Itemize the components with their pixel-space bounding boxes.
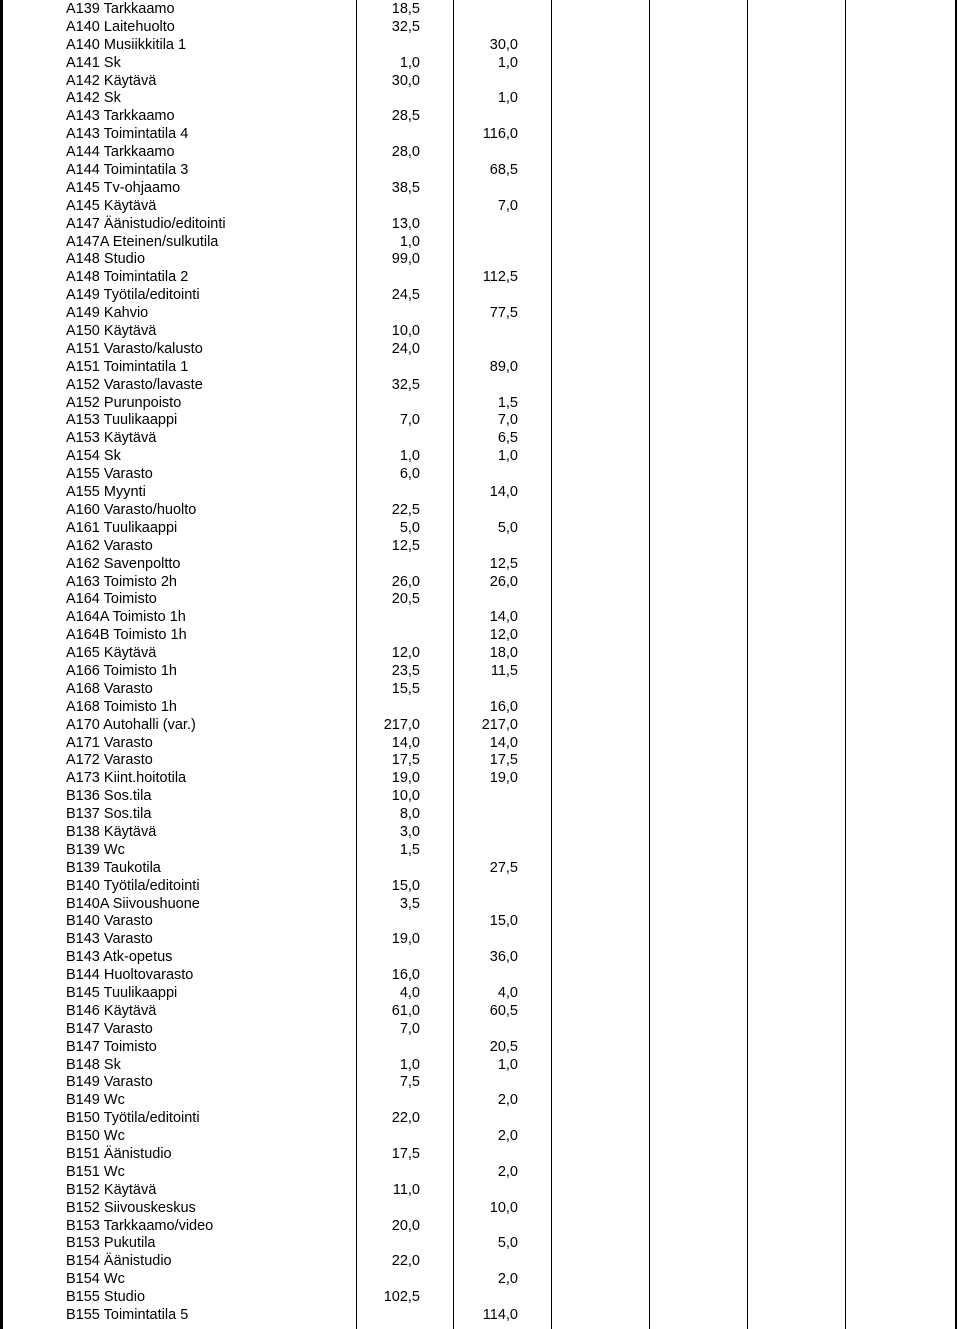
table-row — [0, 19, 960, 37]
room-name-cell: A145 Käytävä — [66, 197, 157, 214]
area-value-cell-2: 89,0 — [489, 358, 518, 375]
room-name-cell: B140 Työtila/editointi — [66, 877, 200, 894]
table-row — [0, 1289, 960, 1307]
area-value-cell-1: 15,5 — [391, 680, 420, 697]
table-row — [0, 520, 960, 538]
area-value-cell-1: 7,0 — [399, 412, 420, 429]
area-value-cell-1: 22,0 — [391, 1253, 420, 1270]
room-name-cell: A166 Toimisto 1h — [66, 662, 177, 679]
room-name-cell: B147 Toimisto — [66, 1038, 157, 1055]
table-row — [0, 967, 960, 985]
table-row — [0, 144, 960, 162]
room-name-cell: A168 Toimisto 1h — [66, 698, 177, 715]
room-name-cell: B153 Tarkkaamo/video — [66, 1217, 214, 1234]
table-row — [0, 627, 960, 645]
area-value-cell-1: 5,0 — [399, 519, 420, 536]
room-name-cell: A143 Tarkkaamo — [66, 108, 175, 125]
area-value-cell-1: 1,0 — [399, 54, 420, 71]
area-value-cell-1: 20,0 — [391, 1217, 420, 1234]
room-name-cell: A143 Toimintatila 4 — [66, 126, 189, 143]
area-value-cell-2: 77,5 — [489, 305, 518, 322]
table-row — [0, 37, 960, 55]
area-value-cell-1: 8,0 — [399, 806, 420, 823]
table-row — [0, 1164, 960, 1182]
area-value-cell-2: 1,5 — [497, 394, 518, 411]
table-row — [0, 806, 960, 824]
table-row — [0, 55, 960, 73]
room-name-cell: A142 Käytävä — [66, 72, 157, 89]
room-name-cell: A160 Varasto/huolto — [66, 501, 197, 518]
room-name-cell: A153 Tuulikaappi — [66, 412, 178, 429]
area-value-cell-2: 20,5 — [489, 1038, 518, 1055]
table-row — [0, 1253, 960, 1271]
table-row — [0, 484, 960, 502]
room-name-cell: B137 Sos.tila — [66, 806, 152, 823]
table-row — [0, 412, 960, 430]
area-value-cell-1: 18,5 — [391, 1, 420, 17]
area-value-cell-2: 112,5 — [482, 269, 518, 286]
room-name-cell: B149 Wc — [66, 1092, 125, 1109]
table-row — [0, 1021, 960, 1039]
room-name-cell: A155 Varasto — [66, 466, 153, 483]
table-row — [0, 878, 960, 896]
room-name-cell: A173 Kiint.hoitotila — [66, 770, 187, 787]
table-row — [0, 824, 960, 842]
table-row — [0, 466, 960, 484]
area-value-cell-2: 30,0 — [489, 36, 518, 53]
area-value-cell-2: 5,0 — [497, 519, 518, 536]
table-row — [0, 108, 960, 126]
table-row — [0, 305, 960, 323]
table-row — [0, 287, 960, 305]
area-value-cell-1: 30,0 — [391, 72, 420, 89]
room-name-cell: A155 Myynti — [66, 484, 146, 501]
area-value-cell-2: 1,0 — [497, 1056, 518, 1073]
area-value-cell-1: 26,0 — [391, 573, 420, 590]
table-row — [0, 931, 960, 949]
room-name-cell: A141 Sk — [66, 54, 121, 71]
room-name-cell: A164 Toimisto — [66, 591, 157, 608]
room-name-cell: A144 Tarkkaamo — [66, 144, 175, 161]
room-name-cell: B144 Huoltovarasto — [66, 967, 194, 984]
area-value-cell-2: 27,5 — [489, 859, 518, 876]
area-value-cell-2: 36,0 — [489, 949, 518, 966]
area-value-cell-2: 7,0 — [497, 412, 518, 429]
room-name-cell: B151 Wc — [66, 1163, 125, 1180]
room-name-cell: B139 Wc — [66, 841, 125, 858]
table-row — [0, 699, 960, 717]
table-row — [0, 448, 960, 466]
room-name-cell: A164A Toimisto 1h — [66, 609, 186, 626]
table-row — [0, 591, 960, 609]
table-row — [0, 752, 960, 770]
area-value-cell-1: 16,0 — [391, 967, 420, 984]
table-row — [0, 735, 960, 753]
table-row — [0, 198, 960, 216]
room-name-cell: A168 Varasto — [66, 680, 153, 697]
room-name-cell: A162 Varasto — [66, 537, 153, 554]
area-value-cell-2: 116,0 — [482, 126, 518, 143]
table-row — [0, 1110, 960, 1128]
area-value-cell-1: 19,0 — [391, 770, 420, 787]
table-row — [0, 430, 960, 448]
room-name-cell: B155 Toimintatila 5 — [66, 1307, 189, 1324]
room-name-cell: A161 Tuulikaappi — [66, 519, 178, 536]
room-name-cell: A149 Työtila/editointi — [66, 287, 200, 304]
room-name-cell: B152 Käytävä — [66, 1181, 157, 1198]
area-value-cell-2: 12,0 — [489, 627, 518, 644]
room-name-cell: B152 Siivouskeskus — [66, 1199, 196, 1216]
area-value-cell-2: 217,0 — [481, 716, 518, 733]
area-value-cell-2: 12,5 — [489, 555, 518, 572]
room-name-cell: A153 Käytävä — [66, 430, 157, 447]
room-name-cell: B148 Sk — [66, 1056, 121, 1073]
area-value-cell-2: 1,0 — [497, 448, 518, 465]
area-value-cell-2: 16,0 — [489, 698, 518, 715]
room-name-cell: B138 Käytävä — [66, 823, 157, 840]
table-row — [0, 341, 960, 359]
table-row — [0, 949, 960, 967]
room-name-cell: A139 Tarkkaamo — [66, 1, 175, 17]
table-row — [0, 1074, 960, 1092]
table-row — [0, 1200, 960, 1218]
area-value-cell-2: 14,0 — [489, 609, 518, 626]
area-value-cell-1: 4,0 — [399, 984, 420, 1001]
table-row — [0, 269, 960, 287]
area-value-cell-1: 6,0 — [399, 466, 420, 483]
area-value-cell-2: 10,0 — [489, 1199, 518, 1216]
table-row — [0, 1092, 960, 1110]
table-row — [0, 162, 960, 180]
area-value-cell-1: 12,5 — [391, 537, 420, 554]
table-row — [0, 1128, 960, 1146]
table-row — [0, 377, 960, 395]
table-row — [0, 1039, 960, 1057]
room-name-cell: B140 Varasto — [66, 913, 153, 930]
area-value-cell-2: 2,0 — [497, 1271, 518, 1288]
area-value-cell-1: 99,0 — [391, 251, 420, 268]
room-name-cell: B150 Wc — [66, 1128, 125, 1145]
table-row — [0, 645, 960, 663]
table-row — [0, 609, 960, 627]
room-name-cell: B153 Pukutila — [66, 1235, 156, 1252]
area-value-cell-2: 6,5 — [497, 430, 518, 447]
area-value-cell-2: 15,0 — [489, 913, 518, 930]
room-name-cell: A154 Sk — [66, 448, 121, 465]
area-value-cell-1: 22,5 — [391, 501, 420, 518]
room-name-cell: A172 Varasto — [66, 752, 153, 769]
area-value-cell-1: 14,0 — [391, 734, 420, 751]
room-name-cell: B154 Wc — [66, 1271, 125, 1288]
room-name-cell: A148 Studio — [66, 251, 146, 268]
table-row — [0, 860, 960, 878]
area-value-cell-2: 5,0 — [497, 1235, 518, 1252]
area-value-cell-1: 3,0 — [399, 823, 420, 840]
area-value-cell-2: 26,0 — [489, 573, 518, 590]
area-value-cell-1: 32,5 — [391, 18, 420, 35]
area-value-cell-1: 32,5 — [391, 376, 420, 393]
room-name-cell: A150 Käytävä — [66, 323, 157, 340]
table-row — [0, 681, 960, 699]
area-value-cell-1: 7,0 — [399, 1020, 420, 1037]
table-row — [0, 985, 960, 1003]
table-row — [0, 359, 960, 377]
room-name-cell: B149 Varasto — [66, 1074, 153, 1091]
table-row — [0, 180, 960, 198]
table-row — [0, 1182, 960, 1200]
area-value-cell-1: 217,0 — [383, 716, 420, 733]
area-value-cell-2: 11,5 — [490, 662, 518, 679]
area-value-cell-1: 23,5 — [391, 662, 420, 679]
table-row — [0, 1235, 960, 1253]
room-name-cell: A165 Käytävä — [66, 645, 157, 662]
area-value-cell-2: 7,0 — [497, 197, 518, 214]
room-name-cell: B146 Käytävä — [66, 1002, 157, 1019]
room-name-cell: B150 Työtila/editointi — [66, 1110, 200, 1127]
table-row — [0, 538, 960, 556]
room-name-cell: A163 Toimisto 2h — [66, 573, 177, 590]
table-row — [0, 770, 960, 788]
area-value-cell-1: 20,5 — [391, 591, 420, 608]
area-value-cell-2: 114,0 — [482, 1307, 518, 1324]
table-row — [0, 395, 960, 413]
room-name-cell: A140 Musiikkitila 1 — [66, 36, 187, 53]
table-row — [0, 234, 960, 252]
room-area-table — [0, 1, 960, 1325]
room-name-cell: A151 Toimintatila 1 — [66, 358, 189, 375]
room-name-cell: B136 Sos.tila — [66, 788, 152, 805]
table-row — [0, 663, 960, 681]
table-row — [0, 896, 960, 914]
area-value-cell-1: 7,5 — [399, 1074, 420, 1091]
room-name-cell: A151 Varasto/kalusto — [66, 340, 203, 357]
table-row — [0, 842, 960, 860]
room-name-cell: A162 Savenpoltto — [66, 555, 181, 572]
area-value-cell-1: 11,0 — [392, 1181, 420, 1198]
area-value-cell-1: 17,5 — [391, 1146, 420, 1162]
area-value-cell-1: 22,0 — [391, 1110, 420, 1127]
area-value-cell-2: 18,0 — [489, 645, 518, 662]
table-row — [0, 1146, 960, 1164]
area-value-cell-2: 68,5 — [489, 162, 518, 179]
room-name-cell: A140 Laitehuolto — [66, 18, 175, 35]
table-row — [0, 1057, 960, 1075]
table-row — [0, 251, 960, 269]
area-value-cell-2: 2,0 — [497, 1092, 518, 1109]
table-row — [0, 1003, 960, 1021]
room-name-cell: A164B Toimisto 1h — [66, 627, 187, 644]
area-value-cell-2: 60,5 — [489, 1002, 518, 1019]
table-row — [0, 717, 960, 735]
table-row — [0, 1218, 960, 1236]
room-name-cell: A144 Toimintatila 3 — [66, 162, 189, 179]
room-name-cell: B140A Siivoushuone — [66, 895, 200, 912]
table-row — [0, 788, 960, 806]
room-name-cell: B139 Taukotila — [66, 859, 161, 876]
room-name-cell: A170 Autohalli (var.) — [66, 716, 196, 733]
area-value-cell-1: 13,0 — [391, 215, 420, 232]
area-value-cell-1: 38,5 — [391, 179, 420, 196]
room-name-cell: B145 Tuulikaappi — [66, 984, 178, 1001]
table-row — [0, 913, 960, 931]
area-value-cell-1: 24,5 — [391, 287, 420, 304]
area-value-cell-1: 102,5 — [383, 1289, 420, 1306]
room-name-cell: B155 Studio — [66, 1289, 146, 1306]
area-value-cell-1: 28,0 — [391, 144, 420, 161]
area-value-cell-1: 1,5 — [399, 841, 420, 858]
room-name-cell: B143 Varasto — [66, 931, 153, 948]
area-value-cell-1: 1,0 — [399, 1056, 420, 1073]
table-row — [0, 323, 960, 341]
area-value-cell-2: 2,0 — [497, 1128, 518, 1145]
table-row — [0, 216, 960, 234]
table-row — [0, 126, 960, 144]
room-name-cell: B147 Varasto — [66, 1020, 153, 1037]
area-value-cell-2: 1,0 — [497, 54, 518, 71]
table-row — [0, 73, 960, 91]
room-name-cell: B143 Atk-opetus — [66, 949, 173, 966]
room-name-cell: A149 Kahvio — [66, 305, 149, 322]
room-name-cell: B151 Äänistudio — [66, 1146, 172, 1162]
room-name-cell: A147A Eteinen/sulkutila — [66, 233, 219, 250]
area-value-cell-1: 1,0 — [399, 448, 420, 465]
area-value-cell-2: 14,0 — [489, 734, 518, 751]
area-value-cell-1: 3,5 — [399, 895, 420, 912]
table-row — [0, 90, 960, 108]
area-value-cell-2: 4,0 — [497, 984, 518, 1001]
area-value-cell-1: 28,5 — [391, 108, 420, 125]
area-value-cell-1: 19,0 — [391, 931, 420, 948]
room-name-cell: B154 Äänistudio — [66, 1253, 172, 1270]
room-name-cell: A171 Varasto — [66, 734, 153, 751]
table-row — [0, 556, 960, 574]
area-value-cell-2: 2,0 — [497, 1163, 518, 1180]
area-value-cell-1: 24,0 — [391, 340, 420, 357]
table-row — [0, 574, 960, 592]
area-value-cell-1: 15,0 — [391, 877, 420, 894]
room-name-cell: A142 Sk — [66, 90, 121, 107]
room-name-cell: A145 Tv-ohjaamo — [66, 179, 181, 196]
room-name-cell: A152 Purunpoisto — [66, 394, 182, 411]
room-name-cell: A152 Varasto/lavaste — [66, 376, 203, 393]
area-value-cell-1: 10,0 — [391, 323, 420, 340]
room-name-cell: A148 Toimintatila 2 — [66, 269, 189, 286]
area-value-cell-2: 14,0 — [489, 484, 518, 501]
area-value-cell-1: 61,0 — [391, 1002, 420, 1019]
table-row — [0, 1271, 960, 1289]
area-value-cell-1: 17,5 — [391, 752, 420, 769]
table-row — [0, 1307, 960, 1325]
area-value-cell-1: 10,0 — [391, 788, 420, 805]
area-value-cell-2: 1,0 — [497, 90, 518, 107]
area-value-cell-1: 12,0 — [391, 645, 420, 662]
table-row — [0, 502, 960, 520]
area-value-cell-1: 1,0 — [399, 233, 420, 250]
area-value-cell-2: 17,5 — [489, 752, 518, 769]
room-name-cell: A147 Äänistudio/editointi — [66, 215, 226, 232]
area-value-cell-2: 19,0 — [489, 770, 518, 787]
table-row — [0, 1, 960, 19]
